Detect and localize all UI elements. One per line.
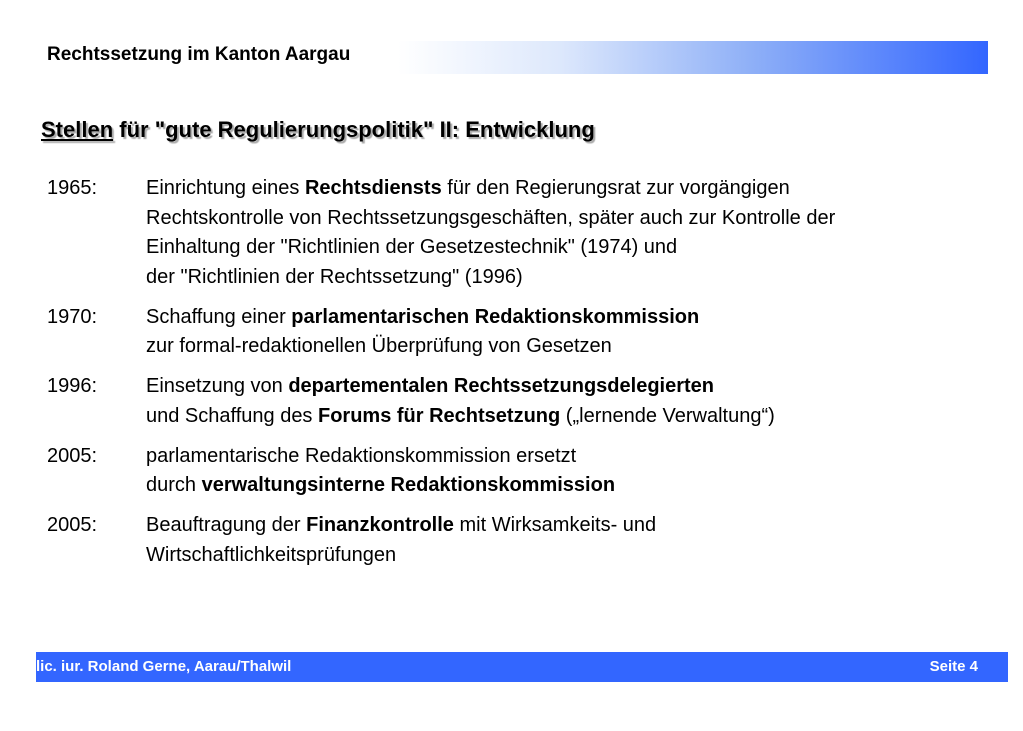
entry-year: 1970:: [47, 305, 98, 328]
entry-segment: mit Wirksamkeits- und: [453, 514, 657, 536]
entry-segment: Schaffung einer: [146, 305, 292, 328]
entry-line: [146, 174, 1007, 204]
entry-line: [146, 303, 1007, 333]
timeline-entry: [47, 372, 1007, 431]
timeline-entry: [47, 511, 1007, 570]
timeline-entry: [47, 303, 1007, 362]
entry-text: [146, 511, 1007, 570]
entry-year: 1996:: [47, 375, 98, 397]
entry-segment: Wirtschaftlichkeitsprüfungen: [146, 543, 397, 566]
footer-page-number: Seite 4: [929, 658, 978, 675]
entry-highlight: parlamentarischen Redaktionskommission: [291, 305, 700, 328]
header-title: Rechtssetzung im Kanton Aargau: [47, 44, 351, 65]
entry-highlight: departementalen Rechtssetzungsdelegierten: [288, 375, 715, 397]
entry-year: 2005:: [47, 514, 98, 536]
entry-segment: Einrichtung eines: [146, 177, 305, 199]
entry-segment: und Schaffung des: [146, 404, 318, 427]
timeline-list: [47, 174, 1007, 570]
entry-line: [146, 332, 1007, 362]
entry-line: [146, 402, 1007, 432]
slide-title-rest: für "gute Regulierungspolitik" II: Entwicklung: [113, 117, 595, 142]
slide-title: [41, 114, 595, 146]
entry-segment: Einhaltung der "Richtlinien der Gesetzestechnik" (1974) und: [146, 236, 678, 258]
entry-line: [146, 471, 1007, 501]
footer-author: lic. iur. Roland Gerne, Aarau/Thalwil: [36, 658, 292, 675]
entry-segment: der "Richtlinien der Rechtssetzung" (1996): [146, 265, 523, 288]
entry-year: 2005:: [47, 444, 98, 467]
entry-text: [146, 174, 1007, 292]
entry-segment: zur formal-redaktionellen Überprüfung von Gesetzen: [146, 335, 612, 357]
slide-title-underlined: Stellen: [41, 117, 114, 142]
entry-segment: durch: [146, 474, 202, 496]
entry-segment: Beauftragung der: [146, 514, 307, 536]
entry-line: [146, 442, 1007, 472]
entry-line: [146, 372, 1007, 402]
timeline-entry: [47, 174, 1007, 292]
entry-line: [146, 511, 1007, 541]
entry-segment: Rechtskontrolle von Rechtssetzungsgeschäften, später auch zur Kontrolle der: [146, 206, 836, 229]
entry-segment: Einsetzung von: [146, 375, 289, 397]
entry-line: [146, 233, 1007, 263]
entry-segment: für den Regierungsrat zur vorgängigen: [441, 177, 790, 199]
footer-bar: [36, 652, 1008, 682]
entry-highlight: verwaltungsinterne Redaktionskommission: [201, 474, 616, 496]
entry-text: [146, 303, 1007, 362]
entry-text: [146, 372, 1007, 431]
entry-highlight: Rechtsdiensts: [304, 177, 442, 199]
entry-highlight: Forums für Rechtsetzung: [318, 404, 561, 427]
timeline-entry: [47, 442, 1007, 501]
entry-highlight: Finanzkontrolle: [306, 514, 454, 536]
entry-year: 1965:: [47, 177, 98, 199]
entry-text: [146, 442, 1007, 501]
entry-line: [146, 541, 1007, 571]
entry-segment: parlamentarische Redaktionskommission ersetzt: [146, 444, 577, 467]
entry-line: [146, 263, 1007, 293]
entry-segment: („lernende Verwaltung“): [560, 404, 775, 427]
entry-line: [146, 204, 1007, 234]
